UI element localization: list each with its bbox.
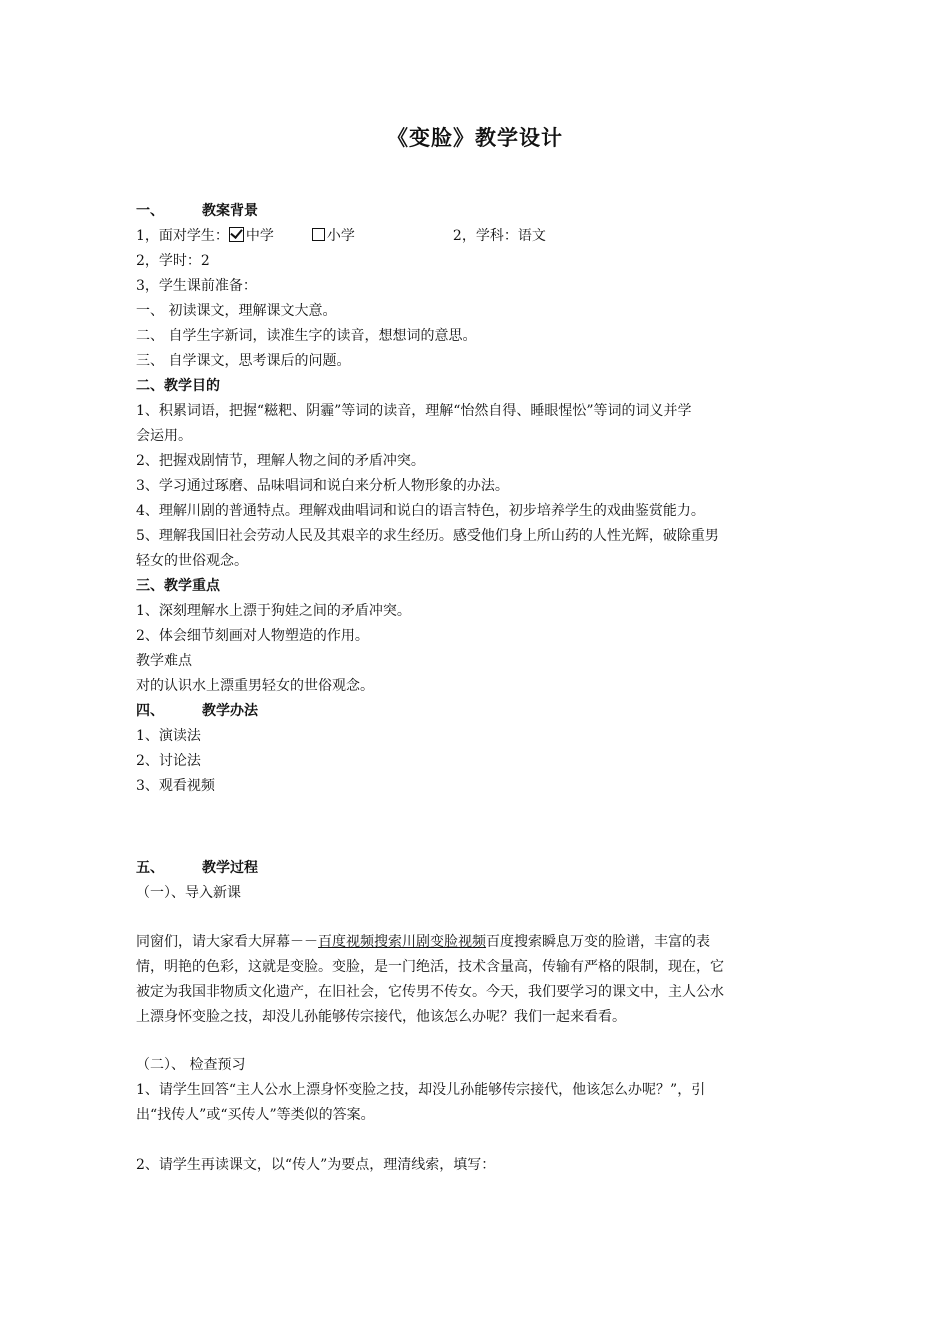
- preview-item-2: 2、请学生再读课文，以“传人”为要点，理清线索，填写：: [136, 1157, 496, 1173]
- section-4-heading: [136, 699, 846, 724]
- subsection-intro-heading: （一）、导入新课: [136, 885, 241, 901]
- prep-item: 三、 自学课文，思考课后的问题。: [136, 353, 351, 369]
- intro-line-a: [136, 930, 846, 955]
- section-1-heading: [136, 199, 846, 224]
- prep-item: 二、 自学生字新词，读准生字的读音，想想词的意思。: [136, 328, 477, 344]
- section-4-title: 教学办法: [202, 703, 258, 719]
- preview-item-1-line-b: 出“找传人”或“买传人”等类似的答案。: [136, 1107, 375, 1123]
- section-5-number: 五、: [136, 860, 164, 876]
- preview-item-1-line-a: 1、请学生回答“主人公水上漂身怀变脸之技，却没儿孙能够传宗接代，他该怎么办呢？”，引: [136, 1082, 706, 1098]
- section-1-number: 一、: [136, 203, 164, 219]
- checked-checkbox-icon: [229, 227, 244, 242]
- intro-text: 同窗们，请大家看大屏幕－－: [136, 934, 318, 950]
- section-3-heading: 三、教学重点: [136, 578, 220, 594]
- video-search-link[interactable]: 百度视频搜索川剧变脸视频: [318, 934, 486, 950]
- goal-4: 4、理解川剧的普通特点。理解戏曲唱词和说白的语言特色，初步培养学生的戏曲鉴赏能力。: [136, 503, 705, 519]
- unchecked-checkbox-icon: [312, 228, 325, 241]
- subsection-preview-heading: （二）、 检查预习: [136, 1057, 246, 1073]
- difficulty-text: 对的认识水上漂重男轻女的世俗观念。: [136, 678, 374, 694]
- document-title: 《变脸》教学设计: [387, 125, 563, 150]
- goal-1-line-a: 1、积累词语，把握“糍粑、阴霾”等词的读音，理解“怡然自得、睡眼惺忪”等词的词义并学: [136, 403, 692, 419]
- method-1: 1、演读法: [136, 728, 201, 744]
- section-4-number: 四、: [136, 703, 164, 719]
- goal-3: 3、学习通过琢磨、品味唱词和说白来分析人物形象的办法。: [136, 478, 509, 494]
- intro-line-c: 被定为我国非物质文化遗产，在旧社会，它传男不传女。今天，我们要学习的课文中，主人公水: [136, 984, 724, 1000]
- difficulty-heading: 教学难点: [136, 653, 192, 669]
- subject-text: 2，学科：语文: [452, 228, 546, 244]
- goal-1-line-b: 会运用。: [136, 428, 192, 444]
- students-label: 1，面对学生：: [136, 228, 229, 244]
- prep-item: 一、 初读课文，理解课文大意。: [136, 303, 337, 319]
- method-3: 3、观看视频: [136, 778, 215, 794]
- hours-line: 2，学时：2: [136, 253, 210, 269]
- section-1-title: 教案背景: [202, 203, 258, 219]
- intro-line-d: 上漂身怀变脸之技，却没儿孙能够传宗接代，他该怎么办呢？我们一起来看看。: [136, 1009, 626, 1025]
- option-middle-school: 中学: [245, 228, 274, 244]
- option-primary-school: 小学: [326, 228, 355, 244]
- goal-5-line-a: 5、理解我国旧社会劳动人民及其艰辛的求生经历。感受他们身上所山药的人性光辉，破除重男: [136, 528, 719, 544]
- intro-text: 百度搜索瞬息万变的脸谱，丰富的表: [486, 934, 710, 950]
- section-5-heading: [136, 856, 846, 881]
- prep-line: 3，学生课前准备：: [136, 278, 257, 294]
- students-line: [136, 224, 846, 249]
- goal-2: 2、把握戏剧情节，理解人物之间的矛盾冲突。: [136, 453, 425, 469]
- method-2: 2、讨论法: [136, 753, 201, 769]
- intro-line-b: 情，明艳的色彩，这就是变脸。变脸，是一门绝活，技术含量高，传输有严格的限制，现在，它: [136, 959, 724, 975]
- section-5-title: 教学过程: [202, 860, 258, 876]
- check-mark-icon: [230, 226, 242, 239]
- section-2-heading: 二、教学目的: [136, 378, 220, 394]
- key-point-2: 2、体会细节刻画对人物塑造的作用。: [136, 628, 369, 644]
- key-point-1: 1、深刻理解水上漂于狗娃之间的矛盾冲突。: [136, 603, 411, 619]
- goal-5-line-b: 轻女的世俗观念。: [136, 553, 248, 569]
